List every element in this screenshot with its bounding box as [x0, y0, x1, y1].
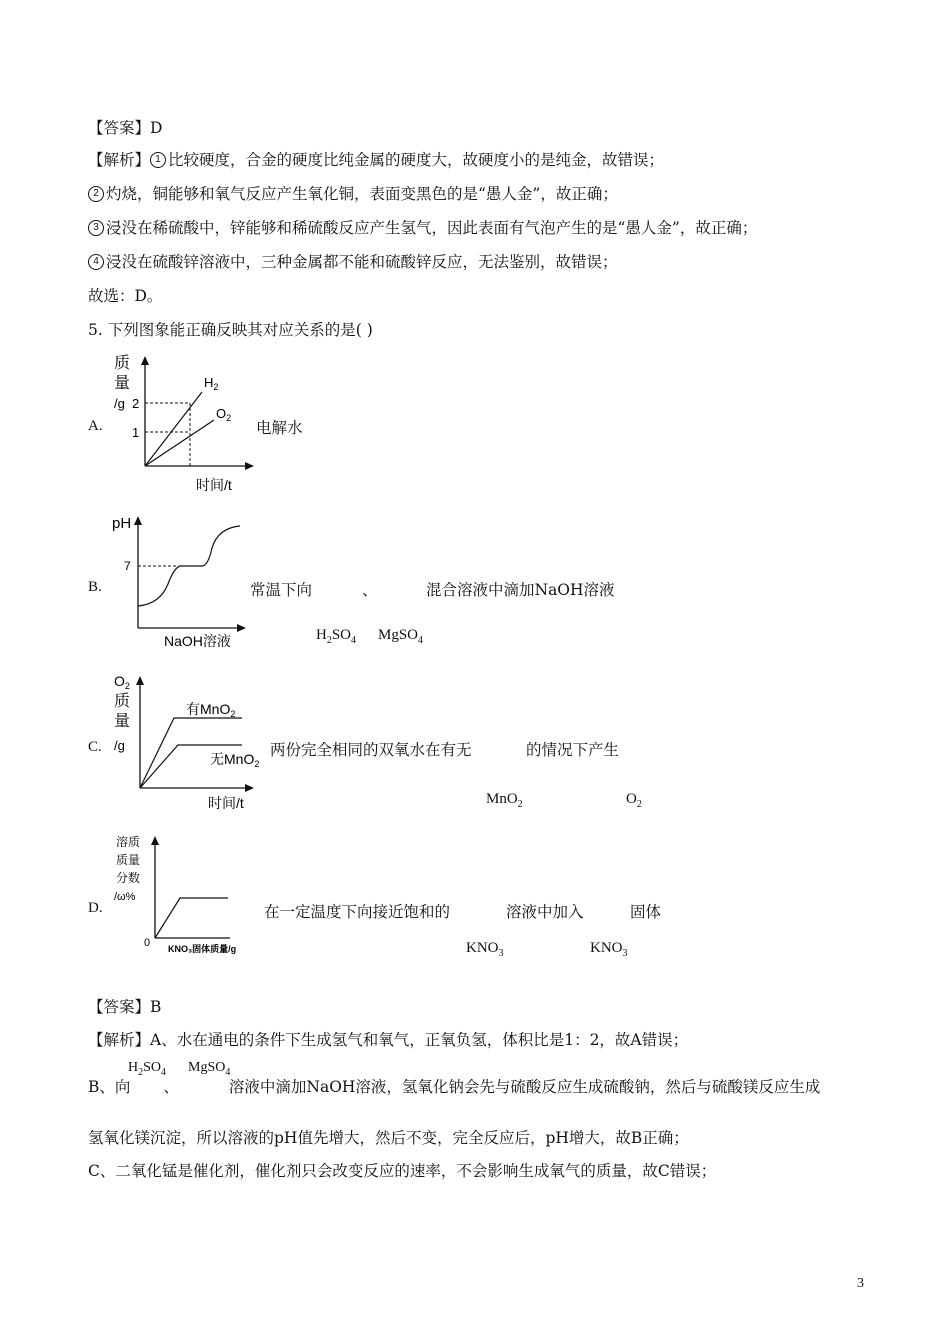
chart-c-x-arrow	[245, 784, 254, 792]
analysis-item-1	[88, 150, 664, 170]
option-d-label[interactable]: D.	[88, 900, 103, 916]
analysis2-chem-mgso4: MgSO$_4$	[188, 1060, 231, 1078]
option-d-desc3: 固体	[630, 903, 662, 921]
analysis-label: 【解析】	[88, 1031, 151, 1049]
chart-c-y-arrow	[136, 676, 144, 685]
option-c-desc2: 的情况下产生	[526, 741, 620, 759]
chart-a-ylabel-2: 量	[114, 375, 131, 392]
chart-b-y-arrow	[134, 516, 142, 525]
analysis-text: 浸没在硫酸锌溶液中，三种金属都不能和硫酸锌反应，无法鉴别，故错误；	[106, 253, 618, 271]
option-b-desc1: 常温下向	[250, 581, 313, 599]
chart-c-label-without: 无MnO$_2$	[210, 751, 260, 769]
chart-c-ylabel-2: 质	[114, 693, 131, 710]
option-d-desc2: 溶液中加入	[506, 903, 584, 921]
chart-c-xlabel: 时间/t	[208, 795, 244, 811]
chart-a-line-h2	[145, 392, 202, 466]
option-a-label[interactable]: A.	[88, 418, 103, 434]
page-number: 3	[857, 1276, 864, 1291]
chart-b-ylabel: pH	[112, 515, 132, 532]
chart-a-line-o2	[145, 420, 214, 466]
chart-d-line	[155, 898, 228, 938]
chart-a-x-arrow	[245, 462, 254, 470]
analysis2-c: C、二氧化锰是催化剂，催化剂只会改变反应的速率，不会影响生成氧气的质量，故C错误；	[88, 1162, 717, 1180]
analysis2-b-text: 溶液中滴加NaOH溶液，氢氧化钠会先与硫酸反应生成硫酸钠，然后与硫酸镁反应生成	[228, 1078, 821, 1096]
chart-b-tick-7: 7	[124, 559, 131, 573]
chart-b-x-arrow	[237, 624, 246, 632]
answer-line-2: 【答案】B	[88, 998, 162, 1016]
chart-d	[108, 832, 268, 956]
chart-a	[108, 352, 258, 494]
analysis-text: 灼烧，铜能够和氧气反应产生氧化铜，表面变黑色的是“愚人金”，故正确；	[106, 185, 618, 203]
answer-line: 【答案】D	[88, 119, 163, 137]
option-c-desc1: 两份完全相同的双氧水在有无	[270, 741, 472, 759]
chart-d-origin: 0	[144, 937, 151, 949]
analysis-item-4	[88, 252, 618, 272]
analysis-text: A、水在通电的条件下生成氢气和氧气，正氧负氢，体积比是1：2，故A错误；	[150, 1031, 689, 1049]
option-b-desc2: 混合溶液中滴加NaOH溶液	[426, 581, 615, 599]
analysis2-b-prefix: B、向	[88, 1078, 131, 1096]
chart-a-label-h2: $H_2$	[204, 375, 219, 392]
analysis-item-3	[88, 218, 757, 238]
chart-c-ylabel-1: $O_2$	[114, 673, 130, 691]
option-d-chem-kno3-1: $KNO_3$	[466, 940, 504, 959]
question-5: 5. 下列图象能正确反映其对应关系的是( )	[88, 321, 373, 339]
chart-a-y-arrow	[141, 356, 149, 365]
option-b-chem-mgso4: MgSO$_4$	[378, 627, 424, 646]
analysis-item-2	[88, 184, 618, 204]
option-b-label[interactable]: B.	[88, 579, 102, 595]
chart-d-ylabel-3: 分数	[116, 871, 141, 885]
analysis2-b-cont: 氢氧化镁沉淀，所以溶液的pH值先增大，然后不变，完全反应后，pH增大，故B正确；	[88, 1129, 689, 1147]
chart-c-label-with: 有MnO$_2$	[186, 701, 236, 719]
circle-number: 4	[88, 254, 104, 270]
option-c-chem-mno2: MnO$_2$	[486, 791, 523, 810]
analysis-text: 浸没在稀硫酸中，锌能够和稀硫酸反应产生氢气，因此表面有气泡产生的是“愚人金”，故正确；	[106, 219, 758, 237]
chart-c-ylabel-4: /g	[114, 738, 125, 753]
chart-d-ylabel-1: 溶质	[116, 835, 141, 849]
conclusion-line: 故选：D。	[88, 287, 163, 305]
chart-a-ylabel-1: 质	[114, 355, 131, 372]
chart-c-ylabel-3: 量	[114, 713, 131, 730]
analysis-label: 【解析】	[88, 151, 151, 169]
analysis2-chem-h2so4: $H_2SO_4$	[128, 1060, 167, 1078]
option-c-chem-o2: $O_2$	[626, 791, 642, 810]
option-c-label[interactable]: C.	[88, 739, 102, 755]
analysis2-b	[88, 1077, 820, 1097]
chart-a-label-o2: $O_2$	[216, 406, 232, 423]
analysis-text: 比较硬度，合金的硬度比纯金属的硬度大，故硬度小的是纯金，故错误；	[168, 151, 665, 169]
circle-number: 3	[88, 220, 104, 236]
option-d-desc1: 在一定温度下向接近饱和的	[264, 903, 451, 921]
chart-b-xlabel: NaOH溶液	[164, 633, 231, 649]
chart-d-y-arrow	[151, 836, 159, 845]
option-d-chem-kno3-2: $KNO_3$	[590, 940, 628, 959]
chart-d-ylabel-2: 质量	[116, 853, 141, 867]
chart-b	[108, 512, 258, 654]
circle-number: 1	[150, 152, 166, 168]
chart-a-ylabel-3: /g	[114, 396, 125, 411]
chart-c	[108, 672, 278, 814]
circle-number: 2	[88, 186, 104, 202]
analysis2-b-sep: 、	[163, 1078, 179, 1096]
chart-d-xlabel: KNO₃固体质量/g	[168, 944, 237, 954]
chart-a-tick-2: 2	[132, 396, 140, 411]
option-a-desc: 电解水	[256, 419, 303, 437]
analysis2-a	[88, 1030, 688, 1050]
chart-a-tick-1: 1	[132, 425, 140, 440]
option-b-sep: 、	[362, 581, 378, 599]
chart-d-ylabel-4: /ω%	[114, 891, 136, 903]
chart-a-xlabel: 时间/t	[196, 477, 232, 493]
option-b-chem-h2so4: $H_2SO_4$	[316, 627, 357, 646]
